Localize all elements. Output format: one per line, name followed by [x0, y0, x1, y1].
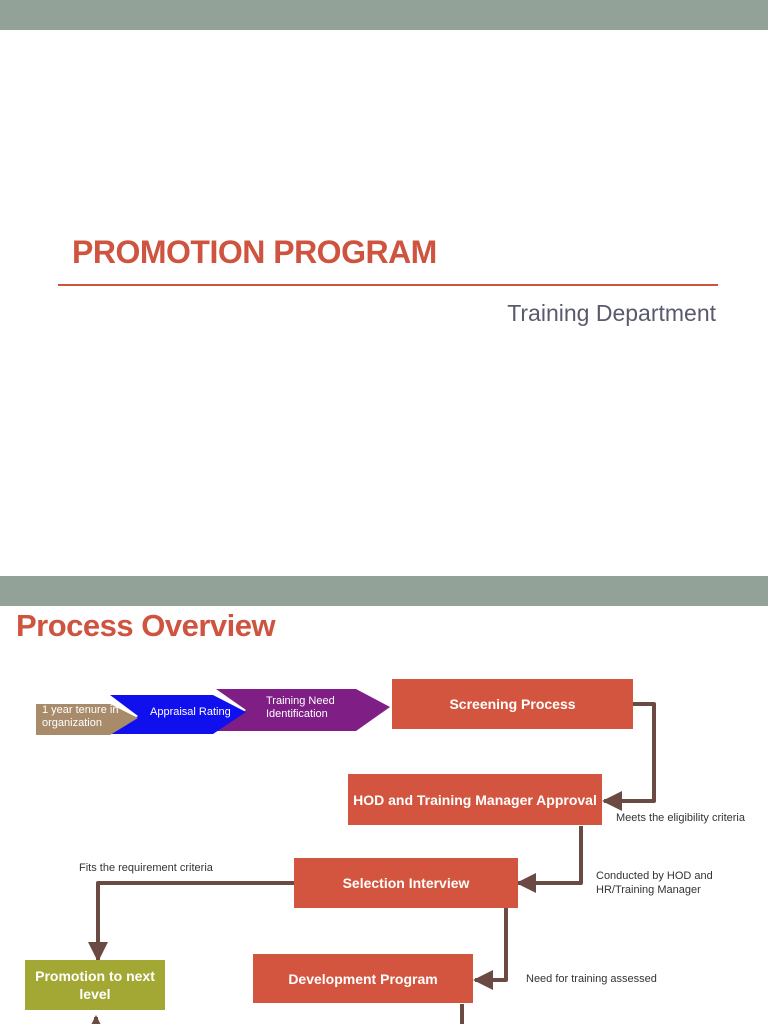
- promotion-box: Promotion to next level: [25, 960, 165, 1010]
- header-bar: [0, 0, 768, 30]
- title-divider: [58, 284, 718, 286]
- selection-interview-box: Selection Interview: [294, 858, 518, 908]
- development-program-box: Development Program: [253, 954, 473, 1003]
- chevron-label-tenure: 1 year tenure in organization: [42, 704, 119, 729]
- connector-interview-to-promotion: [98, 883, 294, 960]
- slide-title: PROMOTION PROGRAM: [72, 234, 437, 270]
- chevron-label-training-need: Training Need Identification: [266, 695, 335, 720]
- chevron-label-appraisal: Appraisal Rating: [150, 706, 231, 718]
- connector-interview-to-development: [475, 908, 506, 980]
- note-requirement: Fits the requirement criteria: [79, 862, 213, 874]
- process-slide: [0, 576, 768, 1024]
- screening-process-box: Screening Process: [392, 679, 633, 729]
- note-training-assessed: Need for training assessed: [526, 973, 657, 985]
- slide-subtitle: Training Department: [507, 300, 716, 326]
- slide-title: Process Overview: [16, 608, 276, 643]
- note-eligibility: Meets the eligibility criteria: [616, 812, 745, 824]
- hod-approval-box: HOD and Training Manager Approval: [348, 774, 602, 825]
- note-conducted-by: Conducted by HOD and HR/Training Manager: [596, 870, 713, 896]
- connector-approval-to-interview: [518, 826, 581, 883]
